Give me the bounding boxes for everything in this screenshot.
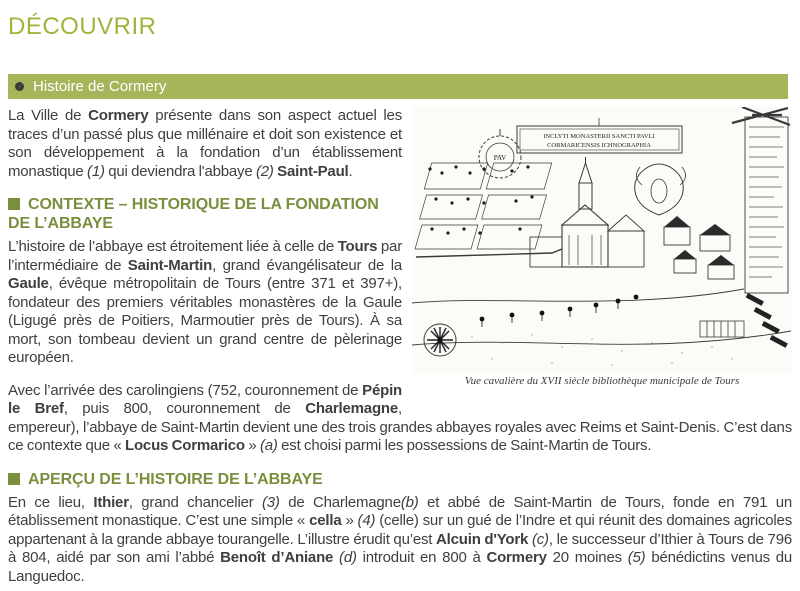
abbey-engraving-image (412, 107, 792, 373)
compass-rose-icon (424, 324, 456, 356)
heading-apercu-label: APERÇU DE L’HISTOIRE DE L’ABBAYE (28, 470, 323, 488)
svg-text:CORMARICENSIS ICHNOGRAPHIA: CORMARICENSIS ICHNOGRAPHIA (547, 142, 651, 149)
ring-bullet-icon (15, 82, 24, 91)
square-bullet-icon (8, 198, 20, 210)
heading-apercu (8, 470, 792, 489)
article-content (8, 107, 792, 586)
svg-text:PAV: PAV (493, 154, 507, 162)
apercu-paragraph: En ce lieu, Ithier, grand chancelier (3) de Charlemagne(b) et abbé de Saint-Martin de Tours, fonde en 791 un établissement monastique. C’est une simple « cella » (4) (celle) sur un gué de l’Indre et qui réunit des domaines agricoles appartenant à la grande abbaye tourangelle. L’illustre érudit qu’est Alcuin d'York (c), le successeur d’Ithier à Tours de 796 à 804, aidé par son ami l’abbé Benoît d’Aniane (d) introduit en 800 à Cormery 20 moines (5) bénédictins venus du Languedoc. (8, 493, 793, 585)
section-banner (8, 74, 788, 99)
heading-contexte-label: CONTEXTE – HISTORIQUE DE LA FONDATION DE L’ABBAYE (8, 196, 379, 232)
abbey-engraving-figure (412, 107, 792, 387)
banner-title: Histoire de Cormery (33, 78, 167, 95)
abbey-engraving-illustration (412, 107, 792, 373)
intro-paragraph: La Ville de Cormery présente dans son aspect actuel les traces d’un passé plus que millénaire et doit son existence et son développement à la fondation d’un établissement monastique (1) qui deviendra l'abbaye (2) Saint-Paul. (8, 107, 402, 180)
contexte-paragraph-2: Avec l’arrivée des carolingiens (752, couronnement de Pépin le Bref, puis 800, couronnement de Charlemagne, empereur), l’abbaye de Saint-Martin devient une des trois grandes abbayes royales avec Reims et Saint-Denis. C’est dans ce contexte que « Locus Cormarico » (a) est choisi parmi les possessions de Saint-Martin de Tours. (8, 381, 792, 454)
svg-text:INCLYTI MONASTERII SANCTI PAVL: INCLYTI MONASTERII SANCTI PAVLI (543, 133, 655, 140)
contexte-paragraph-1: L’histoire de l’abbaye est étroitement liée à celle de Tours par l’intermédiaire de Saint-Martin, grand évangélisateur de la Gaule, évêque métropolitain de Tours (entre 371 et 397+), fondateur des premiers véritables monastères de la Gaule (Ligugé près de Poitiers, Marmoutier près de Tours). À sa mort, son tombeau devient un grand centre de pèlerinage européen. (8, 238, 403, 366)
square-bullet-icon (8, 473, 20, 485)
figure-caption: Vue cavalière du XVII siècle bibliothèque municipale de Tours (464, 375, 740, 387)
page-title: DÉCOUVRIR (8, 13, 157, 40)
